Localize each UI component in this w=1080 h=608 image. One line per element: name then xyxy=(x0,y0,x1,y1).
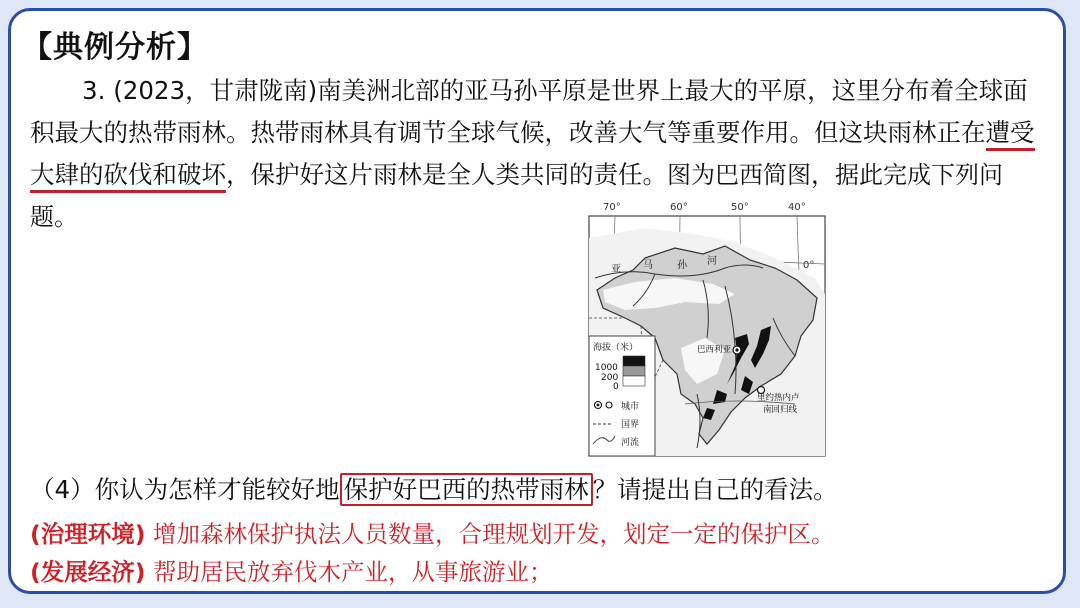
section-title: 【典例分析】 xyxy=(22,30,208,65)
highlighted-phrase: 遭受大肆的砍伐和破坏 xyxy=(30,118,1035,193)
question-body-3: 图为巴西简图，据此完成下列问题。 xyxy=(30,161,1003,231)
legend-city: 城市 xyxy=(621,402,640,412)
brazil-map xyxy=(585,198,830,460)
question-source: (2023，甘肃陇南) xyxy=(113,76,318,105)
rio-label: 里约热内卢 xyxy=(757,393,800,403)
question-body-1: 南美洲北部的亚马孙平原是世界上最大的平原，这里分布着全球面积最大的热带雨林。热带雨林具有调节全球气候，改善大气等重要作用。但这块雨林正在 xyxy=(30,76,1028,147)
legend-elev-200: 200 xyxy=(601,373,619,383)
legend-elev-0: 0 xyxy=(613,382,619,392)
answer-line-1 xyxy=(30,516,1060,552)
sub-question xyxy=(30,470,1060,510)
answer-line-2 xyxy=(30,554,1060,590)
tropic-label: 南回归线 xyxy=(763,405,798,415)
question-text xyxy=(30,70,1050,238)
amazon-label-3: 孙 xyxy=(677,260,687,271)
legend-elev-1000: 1000 xyxy=(595,363,618,373)
legend-border: 国界 xyxy=(621,420,640,430)
lon-label-70: 70° xyxy=(603,202,621,213)
amazon-label-4: 河 xyxy=(707,256,717,267)
legend-river: 河流 xyxy=(621,438,640,448)
answer-tag-2: (发展经济) xyxy=(30,558,146,586)
legend-title: 海拔（米） xyxy=(593,343,639,353)
sub-question-prefix: （4）你认为怎样才能较好地 xyxy=(30,475,340,504)
lon-label-60: 60° xyxy=(670,202,688,213)
brasilia-label: 巴西利亚 xyxy=(697,345,732,355)
lon-label-40: 40° xyxy=(788,202,806,213)
answer-tag-1: (治理环境) xyxy=(30,520,146,548)
amazon-label-2: 马 xyxy=(643,260,653,271)
amazon-label-1: 亚 xyxy=(611,264,621,275)
sub-question-boxed: 保护好巴西的热带雨林 xyxy=(340,473,593,506)
answer-text-2: 帮助居民放弃伐木产业，从事旅游业； xyxy=(152,558,553,586)
answer-text-1: 增加森林保护执法人员数量，合理规划开发，划定一定的保护区。 xyxy=(152,520,835,548)
lat-label-0: 0° xyxy=(803,260,815,271)
sub-question-suffix: ？请提出自己的看法。 xyxy=(592,475,838,504)
question-body-2: ，保护好这片雨林是全人类共同的责任。 xyxy=(226,160,667,189)
map-legend xyxy=(589,336,655,456)
lon-label-50: 50° xyxy=(731,202,749,213)
question-number: 3. xyxy=(82,76,106,105)
